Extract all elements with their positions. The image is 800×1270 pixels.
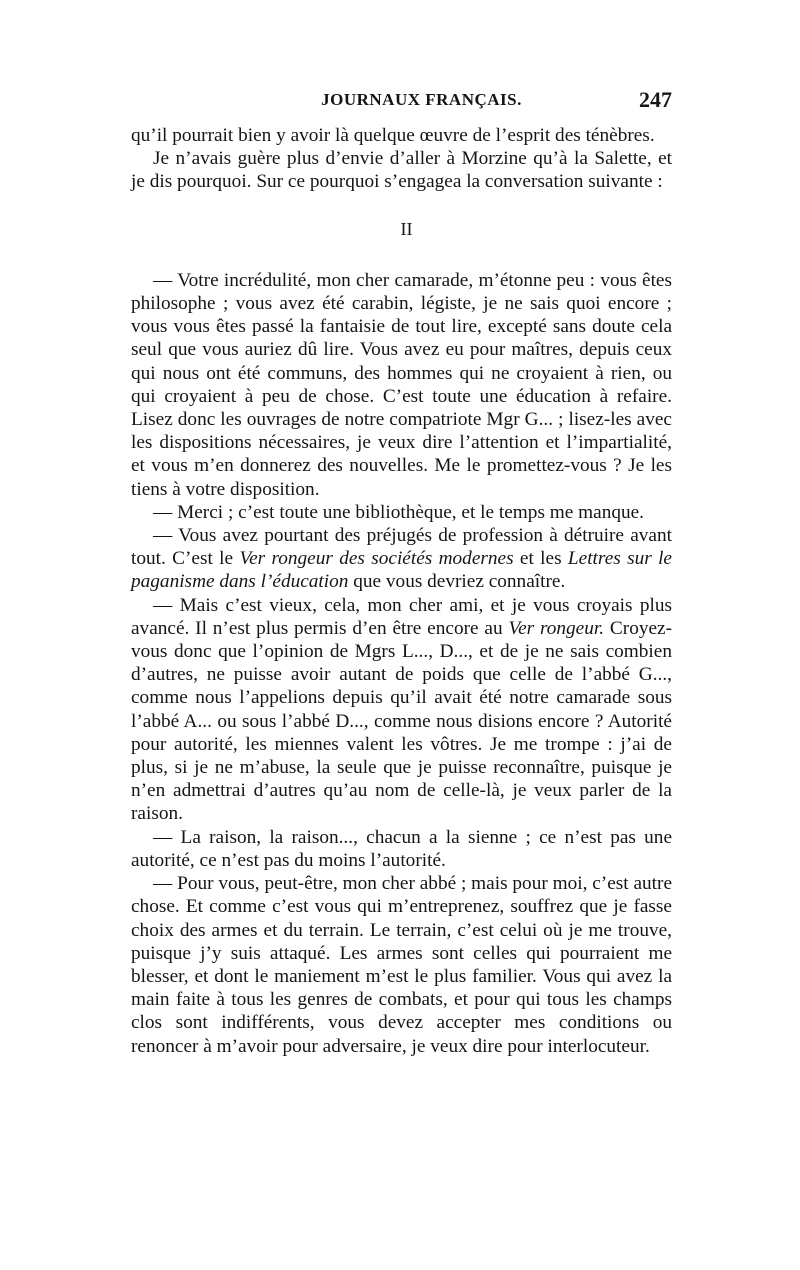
text-run: — Vous avez pourtant des préjugés de profession à détruire avant tout. C’est le — [131, 525, 672, 570]
paragraph: — Merci ; c’est toute une bibliothèque, et le temps me manque. — [153, 501, 644, 523]
body-text — [131, 124, 672, 1058]
running-head: JOURNAUX FRANÇAIS. — [321, 90, 522, 109]
paragraph: — La raison, la raison..., chacun a la sienne ; ce n’est pas une autorité, ce n’est pas du moins l’autorité. — [131, 826, 672, 871]
page-header — [131, 87, 672, 116]
book-title: Ver rongeur. — [508, 617, 605, 639]
text-run: que vous devriez connaître. — [348, 571, 566, 593]
paragraph: Je n’avais guère plus d’envie d’aller à Morzine qu’à la Salette, et je dis pourquoi. Sur ce pourquoi s’engagea la conversation suivante : — [131, 148, 672, 193]
text-run: et les — [513, 548, 568, 570]
book-title: Lettres sur le paganisme dans l’éducation — [131, 548, 672, 593]
page-number: 247 — [639, 87, 672, 112]
text-run: — Mais c’est vieux, cela, mon cher ami, et je vous croyais plus avancé. Il n’est plus permis d’en être encore au — [131, 594, 672, 639]
paragraph-continuation: qu’il pourrait bien y avoir là quelque œuvre de l’esprit des ténèbres. — [131, 125, 655, 146]
paragraph: — Pour vous, peut-être, mon cher abbé ; mais pour moi, c’est autre chose. Et comme c’est vous qui m’entreprenez, souffrez que je fasse choix des armes et du terrain. Le terrain, c’est celui où je me trouve, puisque j’y suis attaqué. Les armes sont celles qui pourraient me blesser, et dont le maniement m’est le plus familier. Vous qui avez la main faite à tous les genres de combats, et pour qui tous les champs clos sont indifférents, vous devez accepter mes conditions ou renoncer à m’avoir pour adversaire, je veux dire pour interlocuteur. — [131, 873, 672, 1057]
book-title: Ver rongeur des sociétés modernes — [239, 548, 514, 570]
paragraph: — Votre incrédulité, mon cher camarade, m’étonne peu : vous êtes philosophe ; vous avez été carabin, légiste, je ne sais quoi encore ; vous vous êtes passé la fantaisie de tout lire, excepté sans doute cela seul que vous auriez dû lire. Vous avez eu pour maîtres, depuis ceux qui nous ont été communs, des hommes qui ne croyaient à rien, ou qui croyaient à peu de chose. C’est toute une éducation à refaire. Lisez donc les ouvrages de notre compatriote Mgr G... ; lisez-les avec les dispositions nécessaires, je veux dire l’attention et l’impartialité, et vous m’en donnerez des nouvelles. Me le promettez-vous ? Je les tiens à votre disposition. — [131, 269, 672, 500]
section-number: II — [400, 218, 413, 239]
paragraph — [131, 524, 672, 594]
text-run: Croyez-vous donc que l’opinion de Mgrs L..., D..., et de je ne sais combien d’autres, ne puisse avoir autant de poids que celle de l’abbé G..., comme nous l’appelions depuis qu’il avait été notre camarade sous l’abbé A... ou sous l’abbé D..., comme nous disions encore ? Autorité pour autorité, les miennes valent les vôtres. Je me trompe : j’ai de plus, si je ne m’abuse, la seule que je puisse reconnaître, puisque je n’en admettrai d’autres qu’au nom de celle-là, je veux parler de la raison. — [131, 617, 673, 825]
paragraph — [131, 594, 672, 826]
